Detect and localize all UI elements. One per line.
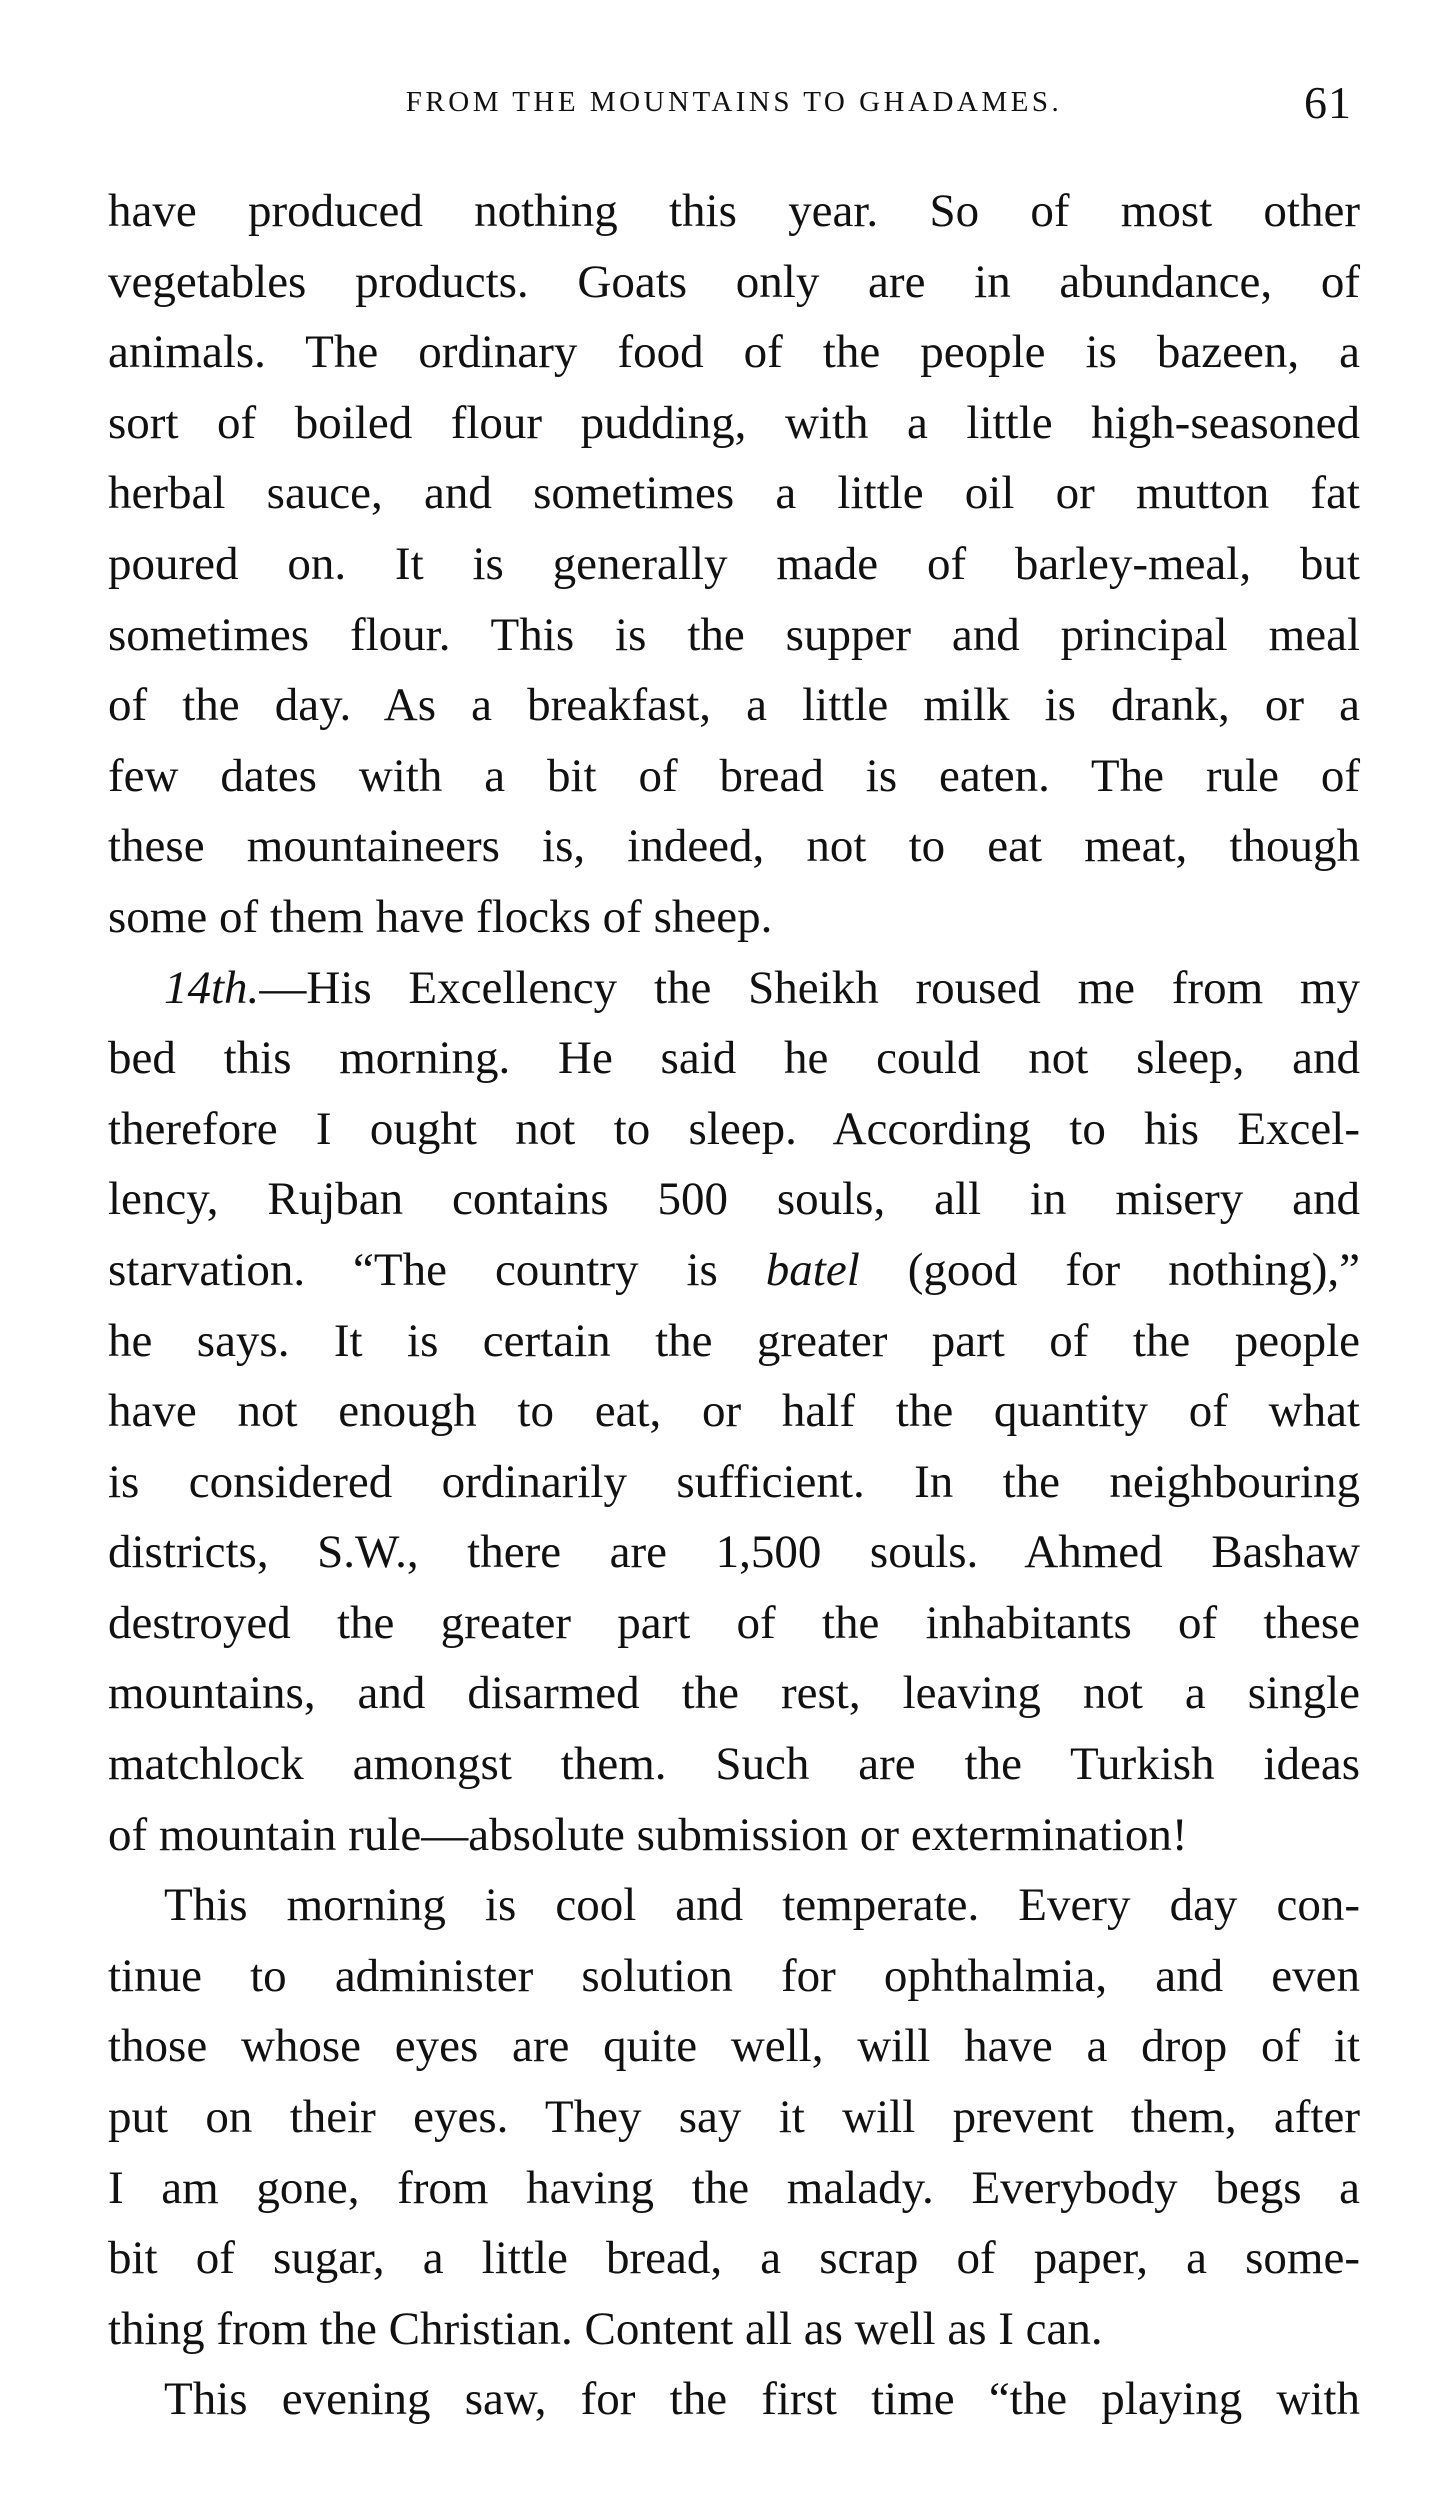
text-line xyxy=(108,1235,1360,1306)
date-label: 14th. xyxy=(164,961,260,1014)
text-line: destroyed the greater part of the inhabitants of these xyxy=(108,1596,1360,1649)
text-line: lency, Rujban contains 500 souls, all in misery and xyxy=(108,1173,1360,1226)
text-line: thing from the Christian. Content all as well as I can. xyxy=(108,2302,1103,2355)
text-line: poured on. It is generally made of barley-meal, but xyxy=(108,537,1360,590)
paragraph-2 xyxy=(108,953,1360,1871)
text-line: he says. It is certain the greater part of the people xyxy=(108,1314,1360,1367)
text-line: these mountaineers is, indeed, not to eat meat, though xyxy=(108,820,1360,873)
text-line: is considered ordinarily sufficient. In the neighbouring xyxy=(108,1455,1360,1508)
text-fragment: —His Excellency the Sheikh roused me from my xyxy=(259,961,1360,1014)
text-line: some of them have flocks of sheep. xyxy=(108,890,773,943)
paragraph-1 xyxy=(108,176,1360,953)
text-line: those whose eyes are quite well, will have a drop of it xyxy=(108,2020,1360,2073)
text-line: of mountain rule—absolute submission or extermination! xyxy=(108,1808,1188,1861)
text-line: tinue to administer solution for ophthalmia, and even xyxy=(108,1949,1360,2002)
text-line: of the day. As a breakfast, a little milk is drank, or a xyxy=(108,679,1360,732)
text-line: sort of boiled flour pudding, with a little high-seasoned xyxy=(108,396,1360,449)
text-fragment: (good for nothing),” xyxy=(859,1243,1360,1296)
paragraph-4 xyxy=(108,2364,1360,2435)
text-body xyxy=(108,176,1360,2435)
text-line: have not enough to eat, or half the quantity of what xyxy=(108,1385,1360,1438)
text-line: have produced nothing this year. So of most other xyxy=(108,185,1360,237)
text-line: mountains, and disarmed the rest, leaving not a single xyxy=(108,1667,1360,1720)
text-line: few dates with a bit of bread is eaten. The rule of xyxy=(108,749,1360,802)
text-line: animals. The ordinary food of the people is bazeen, a xyxy=(108,326,1360,379)
text-line: I am gone, from having the malady. Everybody begs a xyxy=(108,2161,1360,2214)
text-line: matchlock amongst them. Such are the Turkish ideas xyxy=(108,1738,1360,1791)
text-fragment: starvation. “The country is xyxy=(108,1243,766,1296)
text-line: districts, S.W., there are 1,500 souls. Ahmed Bashaw xyxy=(108,1526,1360,1579)
running-title: FROM THE MOUNTAINS TO GHADAMES. xyxy=(405,86,1063,118)
text-line: herbal sauce, and sometimes a little oil or mutton fat xyxy=(108,467,1360,520)
running-head xyxy=(108,78,1360,138)
text-line: This morning is cool and temperate. Every day con- xyxy=(164,1879,1360,1932)
italic-word: batel xyxy=(765,1243,860,1296)
paragraph-3 xyxy=(108,1870,1360,2364)
text-line: sometimes flour. This is the supper and principal meal xyxy=(108,608,1360,661)
text-line: bed this morning. He said he could not sleep, and xyxy=(108,1032,1360,1085)
text-line: vegetables products. Goats only are in abundance, of xyxy=(108,255,1360,308)
text-line: therefore I ought not to sleep. According to his Excel- xyxy=(108,1102,1360,1155)
text-line xyxy=(108,953,1360,1024)
page-number: 61 xyxy=(1304,77,1352,128)
text-line: This evening saw, for the first time “the playing with xyxy=(164,2373,1360,2426)
text-line: bit of sugar, a little bread, a scrap of paper, a some- xyxy=(108,2232,1360,2285)
text-line: put on their eyes. They say it will prevent them, after xyxy=(108,2091,1360,2144)
